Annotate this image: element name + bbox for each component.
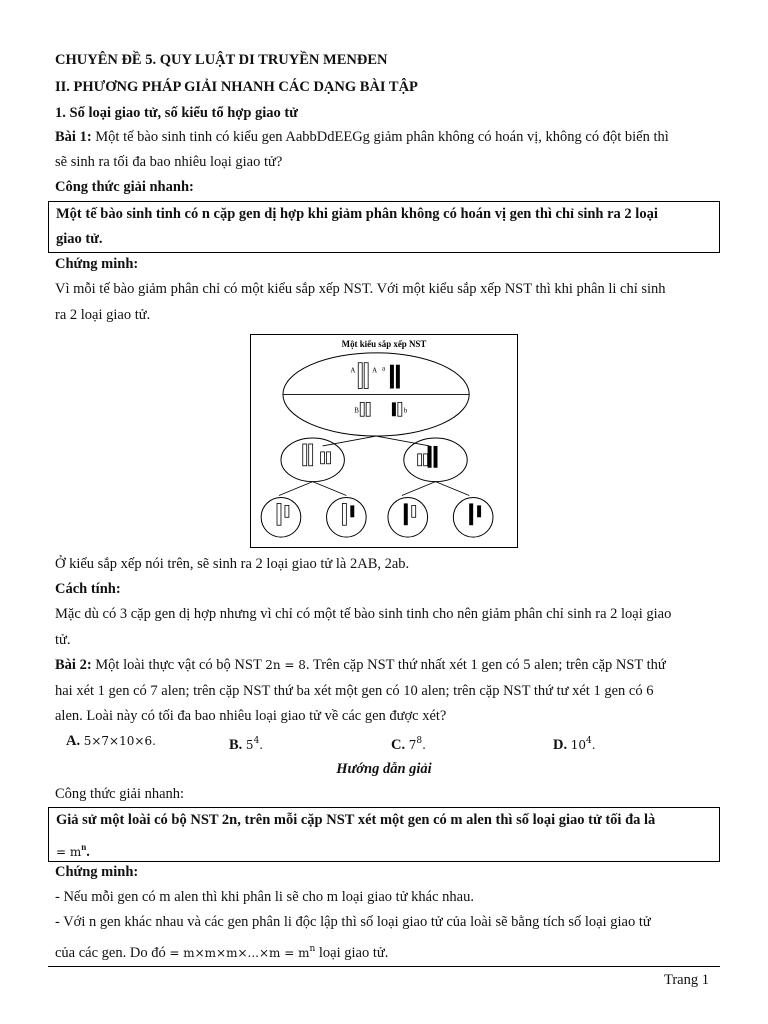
footer-rule xyxy=(48,966,720,967)
method-line2: tử. xyxy=(55,632,71,648)
option-d-tail: . xyxy=(591,738,596,752)
label-B: B xyxy=(354,407,359,415)
meiosis-diagram xyxy=(250,334,518,548)
formula-exp: n xyxy=(81,842,87,852)
option-b[interactable] xyxy=(229,731,263,755)
option-b-key: B. xyxy=(229,737,243,753)
option-d-key: D. xyxy=(553,737,568,753)
bai1-proof-line2: ra 2 loại giao tử. xyxy=(55,307,151,323)
option-c-tail: . xyxy=(422,738,426,752)
option-d-base: 10 xyxy=(570,738,587,752)
arrow-gamete-1 xyxy=(279,482,313,496)
proof3-math: = m×m×m×...×m = m xyxy=(169,946,310,960)
option-d-exp: 4 xyxy=(586,736,592,746)
bai1-text: Một tế bào sinh tinh có kiểu gen AabbDdEEGg giảm phân không có hoán vị, không có đột biến thì xyxy=(91,129,669,145)
bai1-formula-line2: giao tử. xyxy=(56,231,103,247)
diagram-title: Một kiểu sắp xếp NST xyxy=(341,338,427,349)
bai2-formula-line1: Giả sử một loài có bộ NST 2n, trên mỗi cặp NST xét một gen có m alen thì số loại giao tử tối đa là xyxy=(56,812,656,828)
proof3-text-b: loại giao tử. xyxy=(315,945,389,961)
daughter-left-chromosomes xyxy=(303,444,331,466)
bai1-formula-line1: Một tế bào sinh tinh có n cặp gen dị hợp khi giảm phân không có hoán vị gen thì chỉ sinh ra 2 loại xyxy=(56,206,658,222)
bai2-proof-line1: - Nếu mỗi gen có m alen thì khi phân li sẽ cho m loại giao tử khác nhau. xyxy=(55,889,474,905)
bai2-text-a: Một loài thực vật có bộ NST xyxy=(91,657,266,673)
option-c-key: C. xyxy=(391,737,406,753)
option-c-base: 7 xyxy=(408,738,417,752)
subsection-title: 1. Số loại giao tử, số kiểu tổ hợp giao tử xyxy=(55,105,298,121)
bai2-proof-line3 xyxy=(55,939,388,963)
option-c-exp: 8 xyxy=(416,736,423,746)
gamete-chromosomes xyxy=(277,503,481,525)
bai2-text-b: . Trên cặp NST thứ nhất xét 1 gen có 5 alen; trên cặp NST thứ xyxy=(305,657,666,673)
bai2-formula-line2 xyxy=(56,837,90,862)
bai1-proof-line1: Vì mỗi tế bào giảm phân chỉ có một kiểu sắp xếp NST. Với một kiểu sắp xếp NST thì khi phân li chỉ sinh xyxy=(55,281,666,297)
page-number: Trang 1 xyxy=(664,972,709,988)
label-b: b xyxy=(403,407,408,415)
formula-tail: . xyxy=(86,844,90,860)
option-a[interactable] xyxy=(66,731,156,751)
bai2-label: Bài 2: xyxy=(55,657,92,673)
proof3-exp: n xyxy=(309,944,316,954)
option-d[interactable] xyxy=(553,731,596,755)
meiosis-diagram-svg xyxy=(251,335,517,547)
label-a: a xyxy=(382,365,386,373)
arrow-gamete-4 xyxy=(436,482,470,496)
guide-heading: Hướng dẫn giải xyxy=(336,761,432,777)
daughter-right-chromosomes xyxy=(418,446,438,468)
bai2-formula-heading: Công thức giải nhanh: xyxy=(55,786,185,802)
bai1-formula-heading: Công thức giải nhanh: xyxy=(55,179,194,195)
bai2-question-line1 xyxy=(55,655,666,675)
bai1-proof-heading: Chứng minh: xyxy=(55,256,139,272)
option-a-value: 5×7×10×6. xyxy=(83,734,156,748)
bai1-question-line1 xyxy=(55,127,669,147)
bai2-question-line2: hai xét 1 gen có 7 alen; trên cặp NST thứ ba xét một gen có 10 alen; trên cặp NST thứ tư xét 1 gen có 6 xyxy=(55,683,654,699)
figure-result: Ở kiểu sắp xếp nói trên, sẽ sinh ra 2 loại giao tử là 2AB, 2ab. xyxy=(55,556,410,572)
label-A: A xyxy=(350,367,356,375)
bai2-question-line3: alen. Loài này có tối đa bao nhiêu loại giao tử về các gen được xét? xyxy=(55,708,447,724)
proof3-text-a: của các gen. Do đó xyxy=(55,945,170,961)
arrow-right xyxy=(376,436,429,446)
topic-title: CHUYÊN ĐỀ 5. QUY LUẬT DI TRUYỀN MENĐEN xyxy=(55,52,388,68)
bai1-formula-box xyxy=(48,201,720,253)
section-title: II. PHƯƠNG PHÁP GIẢI NHANH CÁC DẠNG BÀI TẬP xyxy=(55,79,418,95)
arrow-left xyxy=(323,436,376,446)
option-a-key: A. xyxy=(66,733,81,749)
bai2-math-2n: 2n = 8 xyxy=(265,658,306,672)
option-b-base: 5 xyxy=(245,738,254,752)
bai1-question-line2: sẽ sinh ra tối đa bao nhiêu loại giao tử? xyxy=(55,154,283,170)
formula-equals: = m xyxy=(56,845,82,859)
parent-chromosomes xyxy=(358,363,402,416)
label-A-2: A xyxy=(372,367,378,375)
method-line1: Mặc dù có 3 cặp gen dị hợp nhưng vì chỉ có một tế bào sinh tinh cho nên giảm phân chỉ sinh ra 2 loại giao xyxy=(55,606,672,622)
bai2-proof-line2: - Với n gen khác nhau và các gen phân li độc lập thì số loại giao tử của loài sẽ bằng tích số loại giao tử xyxy=(55,914,651,930)
bai2-formula-box xyxy=(48,807,720,862)
option-b-tail: . xyxy=(259,738,264,752)
arrow-gamete-2 xyxy=(313,482,347,496)
bai1-label: Bài 1: xyxy=(55,129,92,145)
option-b-exp: 4 xyxy=(253,736,260,746)
method-heading: Cách tính: xyxy=(55,581,121,597)
arrow-gamete-3 xyxy=(402,482,436,496)
bai2-proof-heading: Chứng minh: xyxy=(55,864,139,880)
option-c[interactable] xyxy=(391,731,426,755)
